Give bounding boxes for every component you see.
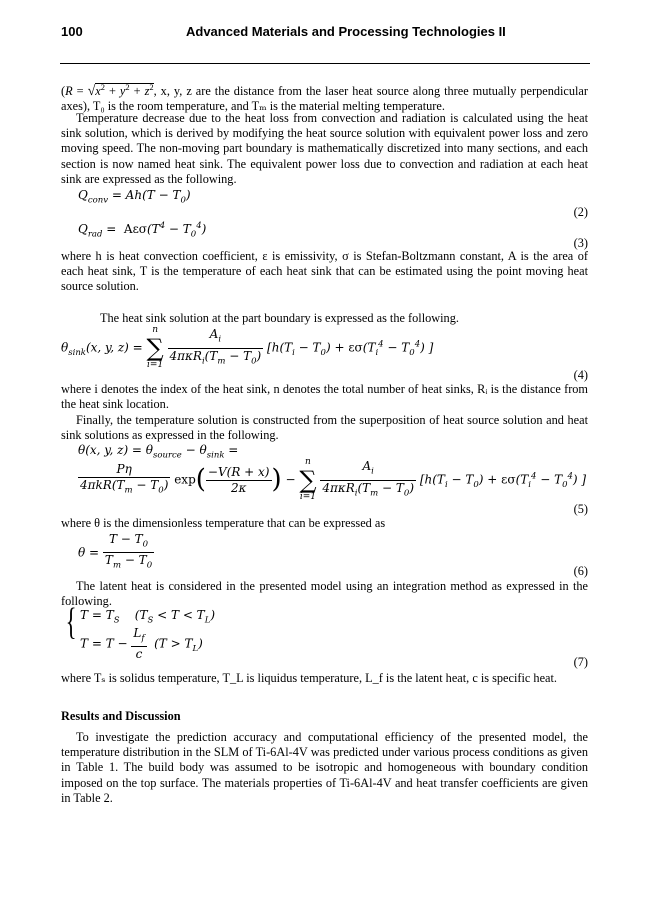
equation-superposition: $\frac{P\eta}{4\pi kR(T_m - T_0)}$ exp( $\frac{-V(R + x)}{2\kappa}$ ) − n ∑ i=1 $\frac{A_i}{4\pi\kappa R_i(T_m - T_0)}$ [$h(T_i - T_0) + \varepsilon\sigma(T_i^4 - T_0^4)$ ] — [80, 457, 587, 502]
paragraph-solidus-liquidus: where Tₛ is solidus temperature, T_L is liquidus temperature, L_f is the latent heat, c is specific heat. — [61, 671, 557, 685]
equation-number-6: (6) — [573, 564, 588, 578]
paragraph-symbol-definitions: where h is heat convection coefficient, ε is emissivity, σ is Stefan-Boltzmann constant, A is the area of each heat sink, T is the temperature of each heat sink that can be estimated using the point moving heat source solution. — [61, 249, 588, 294]
equation-number-4: (4) — [573, 368, 588, 382]
equation-number-5: (5) — [573, 502, 588, 516]
equation-latent-case-2: T = T − $\frac{L_f}{c}$ $(T > T_L)$ — [80, 626, 203, 662]
paragraph-heat-sink-intro: Temperature decrease due to the heat loss from convection and radiation is calculated using the heat sink solution, which is derived by modifying the heat source solution with equivalent power loss and zero moving speed. The non-moving part boundary is mathematically discretized into many sections, and each section is now named heat sink. The equivalent power loss due to convection and radiation at each heat sink are expressed as the following. — [61, 111, 588, 186]
paragraph-1-text: , x, y, z are the distance from the laser heat source along three mutually perpendicular axes), T₀ is the room temperature, and Tₘ is the material melting temperature. — [61, 84, 588, 114]
brace-symbol: { — [65, 601, 77, 643]
paragraph-index-definitions: where i denotes the index of the heat sink, n denotes the total number of heat sinks, Rᵢ is the distance from the heat sink location. — [61, 382, 588, 412]
equation-number-3: (3) — [573, 236, 588, 250]
equation-radiation: $Q_{rad} = A\varepsilon\sigma(T^4 - T_0^4)$ — [78, 221, 207, 240]
paragraph-heat-sink-boundary: The heat sink solution at the part boundary is expressed as the following. — [100, 311, 459, 325]
paragraph-results: To investigate the prediction accuracy and computational efficiency of the presented model, the temperature distribution in the SLM of Ti-6Al-4V was predicted under various process conditions as given in Table 1. The build body was assumed to be isotropic and homogeneous with boundary condition imposed on the top surface. The materials properties of Ti-6Al-4V and heat transfer coefficients are given in Table 2. — [61, 730, 588, 805]
section-heading: Results and Discussion — [61, 709, 181, 723]
paragraph-dimensionless: where θ is the dimensionless temperature that can be expressed as — [61, 516, 386, 530]
paragraph-superposition: Finally, the temperature solution is constructed from the superposition of heat source solution and heat sink solutions as expressed in the following. — [61, 413, 588, 443]
equation-latent-case-1: $T = T_S$ $(T_S < T < T_L)$ — [80, 608, 216, 626]
equation-number-2: (2) — [573, 205, 588, 219]
equation-theta-definition: θ(x, y, $z) = \theta_{source} - \theta_{sink}$ = — [78, 443, 239, 461]
paragraph-radius-definition: ($R = √x^2 + y^2 + z^2$, x, y, z are the distance from the laser heat source along three mutually perpendicular axes), T₀ is the room temperature, and Tₘ is the material melting temperature. — [61, 82, 588, 114]
equation-dimensionless-temperature: θ = $\frac{T - T_0}{T_m - T_0}$ — [78, 532, 154, 574]
page-number: 100 — [61, 24, 83, 39]
equation-convection: $Q_{conv} = Ah(T - T_0)$ — [78, 188, 191, 206]
equation-heat-sink: $\theta_{sink}(x$, y, z) = n ∑ i=1 $\frac{A_i}{4\pi\kappa R_i(T_m - T_0)}$ [$h(T_i - T_0) + \varepsilon\sigma(T_i^4 - T_0^4)$ ] — [61, 325, 434, 370]
running-title: Advanced Materials and Processing Technologies II — [186, 24, 506, 39]
header-rule — [60, 63, 590, 64]
equation-number-7: (7) — [573, 655, 588, 669]
paragraph-latent-heat: The latent heat is considered in the presented model using an integration method as expressed in the following. — [61, 579, 588, 609]
